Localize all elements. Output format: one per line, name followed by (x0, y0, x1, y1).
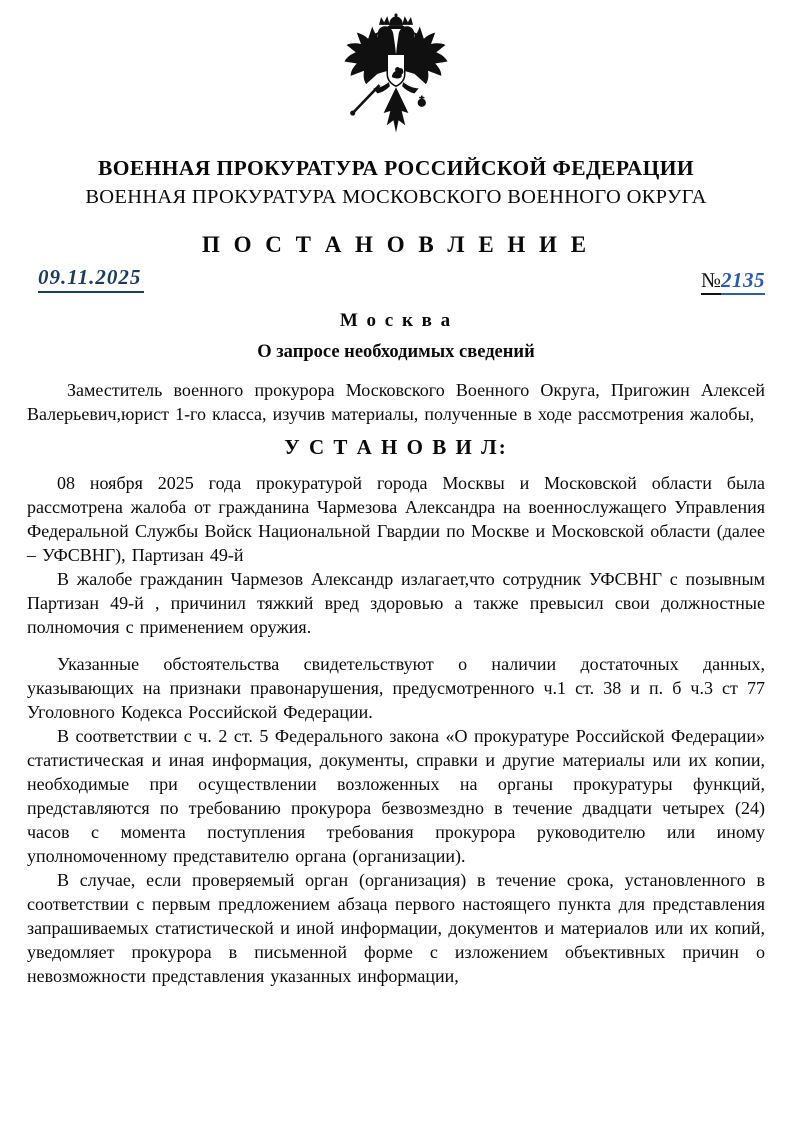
document-number (701, 268, 765, 293)
body-paragraph: В случае, если проверяемый орган (организация) в течение срока, установленного в соответствии с первым предложением абзаца первого настоящего пункта для представления запрашиваемых статистической и иной информации, документов и материалов или их копий, уведомляет прокурора в письменной форме с изложением объективных причин о невозможности представления указанных информации, (27, 870, 765, 986)
document-subject: О запросе необходимых сведений (257, 342, 535, 362)
date-number-row (27, 265, 765, 293)
org-name-federal: ВОЕННАЯ ПРОКУРАТУРА РОССИЙСКОЙ ФЕДЕРАЦИИ (97, 156, 694, 180)
org-name-district: ВОЕННАЯ ПРОКУРАТУРА МОСКОВСКОГО ВОЕННОГО ОКРУГА (85, 186, 707, 208)
body-paragraph: В соответствии с ч. 2 ст. 5 Федерального закона «О прокуратуре Российской Федерации» статистическая и иная информация, документы, справки и другие материалы или их копии, необходимые при осуществлении возложенных на органы прокуратуры функций, представляются по требованию прокурора безвозмездно в течение двадцати четырех (24) часов с момента поступления требования прокурора руководителю или иному уполномоченному представителю органа (организации). (27, 726, 765, 866)
number-sign: № (701, 268, 721, 295)
resolution-heading: У С Т А Н О В И Л: (284, 435, 508, 459)
body-paragraph: 08 ноября 2025 года прокуратурой города Москвы и Московской области была рассмотрена жалоба от гражданина Чармезова Александра на военнослужащего Управления Федеральной Службы Войск Национальной Гвардии по Москве и Московской области (далее – УФСВНГ), Партизан 49-й (27, 473, 765, 565)
document-type-title: П О С Т А Н О В Л Е Н И Е (201, 232, 591, 257)
document-date: 09.11.2025 (38, 265, 144, 293)
city-line: М о с к в а (339, 310, 453, 331)
number-value: 2135 (721, 268, 765, 295)
intro-paragraph: Заместитель военного прокурора Московского Военного Округа, Пригожин Алексей Валерьевич,юрист 1-го класса, изучив материалы, полученные в ходе рассмотрения жалобы, (27, 380, 765, 424)
body-paragraph: Указанные обстоятельства свидетельствуют о наличии достаточных данных, указывающих на признаки правонарушения, предусмотренного ч.1 ст. 38 и п. б ч.3 ст 77 Уголовного Кодекса Российской Федерации. (27, 654, 765, 722)
document-body (27, 378, 765, 988)
body-paragraph: В жалобе гражданин Чармезов Александр излагает,что сотрудник УФСВНГ с позывным Партизан 49-й , причинил тяжкий вред здоровью а также превысил свои должностные полномочия с применением оружия. (27, 569, 765, 637)
coat-of-arms-russia-icon (27, 12, 765, 146)
